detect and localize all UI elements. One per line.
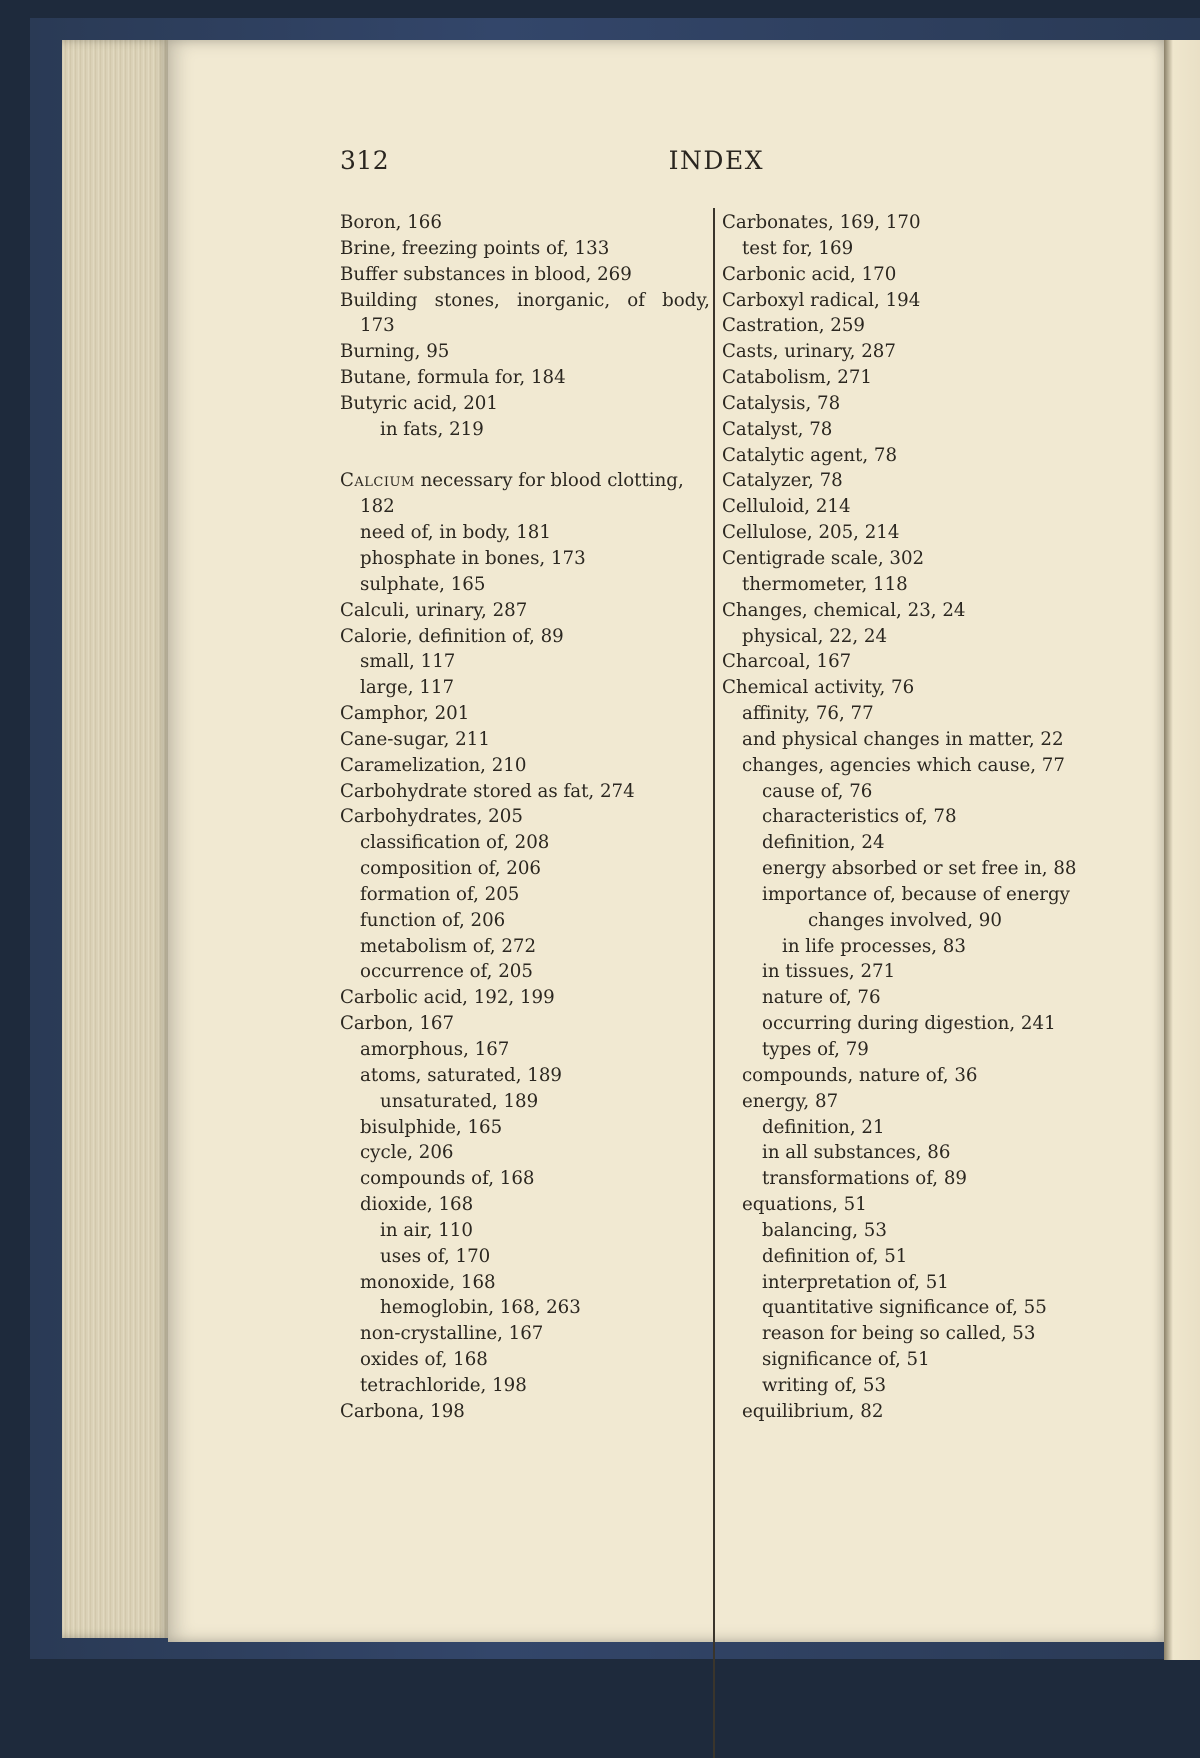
index-entry: 182 [360, 496, 395, 518]
index-entry: Castration, 259 [722, 315, 866, 337]
index-entry: in tissues, 271 [762, 961, 896, 983]
index-entry: equilibrium, 82 [742, 1400, 884, 1422]
index-entry: Cane-sugar, 211 [340, 728, 490, 750]
index-entry: compounds of, 168 [360, 1168, 535, 1190]
index-entry: Catalysis, 78 [722, 392, 841, 414]
index-entry: importance of, because of energy [762, 883, 1070, 905]
index-entry: Calculi, urinary, 287 [340, 599, 528, 621]
calcium-rest: necessary for blood clotting, [414, 470, 684, 492]
index-entry: definition, 21 [762, 1116, 885, 1138]
page-number: 312 [340, 146, 390, 175]
index-entry: non-crystalline, 167 [360, 1323, 544, 1345]
index-entry: Brine, freezing points of, 133 [340, 237, 610, 259]
index-entry: nature of, 76 [762, 987, 881, 1009]
index-entry: Butane, formula for, 184 [340, 367, 566, 389]
index-entry: unsaturated, 189 [380, 1090, 539, 1112]
index-entry: in life processes, 83 [782, 935, 966, 957]
index-entry: Casts, urinary, 287 [722, 341, 896, 363]
index-entry-calcium [340, 468, 710, 494]
index-entry: small, 117 [360, 651, 456, 673]
index-entry: reason for being so called, 53 [762, 1323, 1036, 1345]
index-entry: metabolism of, 272 [360, 935, 537, 957]
index-entry: monoxide, 168 [360, 1271, 496, 1293]
facing-page-edge [1164, 40, 1200, 1660]
index-entry: Changes, chemical, 23, 24 [722, 599, 966, 621]
left-block-b [340, 210, 710, 443]
index-entry: in air, 110 [380, 1219, 473, 1241]
index-entry: writing of, 53 [762, 1374, 887, 1396]
index-entry: uses of, 170 [380, 1245, 491, 1267]
index-entry: amorphous, 167 [360, 1039, 510, 1060]
index-entry: atoms, saturated, 189 [360, 1064, 562, 1086]
index-entry: bisulphide, 165 [360, 1116, 503, 1138]
index-entry: Centigrade scale, 302 [722, 547, 925, 569]
index-entry: hemoglobin, 168, 263 [380, 1297, 581, 1319]
index-entry: Carbohydrates, 205 [340, 806, 523, 828]
index-entry: oxides of, 168 [360, 1349, 488, 1371]
index-column-right [722, 210, 1102, 1425]
index-entry: Carbolic acid, 192, 199 [340, 987, 555, 1009]
index-entry: large, 117 [360, 677, 455, 699]
index-entry: Cellulose, 205, 214 [722, 522, 900, 544]
index-entry: in fats, 219 [380, 418, 484, 440]
index-entry: Carbonates, 169, 170 [722, 212, 921, 233]
index-entry: interpretation of, 51 [762, 1271, 949, 1293]
index-entry: 173 [360, 315, 395, 337]
index-entry: physical, 22, 24 [742, 625, 888, 647]
index-entry: Chemical activity, 76 [722, 677, 915, 699]
index-entry: types of, 79 [762, 1039, 869, 1060]
index-entry: classification of, 208 [360, 832, 550, 854]
index-entry: Caramelization, 210 [340, 754, 527, 776]
index-entry: Camphor, 201 [340, 703, 470, 725]
calcium-small-caps: Calcium [340, 470, 415, 492]
index-entry: significance of, 51 [762, 1349, 930, 1371]
index-entry: cycle, 206 [360, 1142, 454, 1164]
index-entry: characteristics of, 78 [762, 806, 957, 828]
index-entry: Buffer substances in blood, 269 [340, 263, 632, 285]
index-entry: Charcoal, 167 [722, 651, 852, 673]
index-entry: Catalytic agent, 78 [722, 444, 898, 466]
running-head [340, 146, 764, 186]
index-entry: equations, 51 [742, 1194, 867, 1216]
index-entry: energy absorbed or set free in, 88 [762, 858, 1077, 880]
index-entry: definition of, 51 [762, 1245, 908, 1267]
column-rule [713, 208, 715, 1758]
index-entry: Butyric acid, 201 [340, 392, 498, 414]
index-entry: definition, 24 [762, 832, 885, 854]
index-entry: sulphate, 165 [360, 573, 486, 595]
page-title: INDEX [668, 146, 764, 175]
index-entry: Catabolism, 271 [722, 367, 872, 389]
index-entry: phosphate in bones, 173 [360, 547, 586, 569]
index-entry: Catalyzer, 78 [722, 470, 843, 492]
index-entry: and physical changes in matter, 22 [742, 728, 1064, 750]
index-entry: Celluloid, 214 [722, 496, 851, 518]
left-block-c [340, 494, 710, 1424]
index-entry: Catalyst, 78 [722, 418, 833, 440]
index-entry: Calorie, definition of, 89 [340, 625, 564, 647]
index-entry: thermometer, 118 [742, 573, 908, 595]
index-entry: Carboxyl radical, 194 [722, 289, 921, 311]
page-edges [62, 40, 170, 1638]
index-entry: cause of, 76 [762, 780, 873, 802]
index-entry: Carbon, 167 [340, 1013, 455, 1035]
index-entry: occurrence of, 205 [360, 961, 533, 983]
index-entry: Carbonic acid, 170 [722, 263, 897, 285]
index-entry: Burning, 95 [340, 341, 450, 363]
index-entry: test for, 169 [742, 237, 854, 259]
index-entry: changes, agencies which cause, 77 [742, 754, 1065, 776]
index-entry: formation of, 205 [360, 883, 520, 905]
index-entry: changes involved, 90 [808, 909, 1002, 931]
section-gap [340, 443, 710, 469]
index-entry: function of, 206 [360, 909, 506, 931]
index-entry: Carbohydrate stored as fat, 274 [340, 780, 635, 802]
index-entry: composition of, 206 [360, 858, 542, 880]
index-entry: balancing, 53 [762, 1219, 887, 1241]
index-entry: transformations of, 89 [762, 1168, 967, 1190]
index-entry: Carbona, 198 [340, 1400, 465, 1422]
index-entry: energy, 87 [742, 1090, 839, 1112]
index-entry: Boron, 166 [340, 212, 442, 233]
index-entry: need of, in body, 181 [360, 522, 551, 544]
index-entry: tetrachloride, 198 [360, 1374, 527, 1396]
index-column-left [340, 210, 710, 1425]
index-entry: compounds, nature of, 36 [742, 1064, 978, 1086]
index-entry: affinity, 76, 77 [742, 703, 874, 725]
index-entry: Building stones, inorganic, of body, [340, 289, 710, 311]
index-entry: in all substances, 86 [762, 1142, 951, 1164]
index-entry: occurring during digestion, 241 [762, 1013, 1056, 1035]
index-entry: quantitative significance of, 55 [762, 1297, 1047, 1319]
index-entry: dioxide, 168 [360, 1194, 474, 1216]
